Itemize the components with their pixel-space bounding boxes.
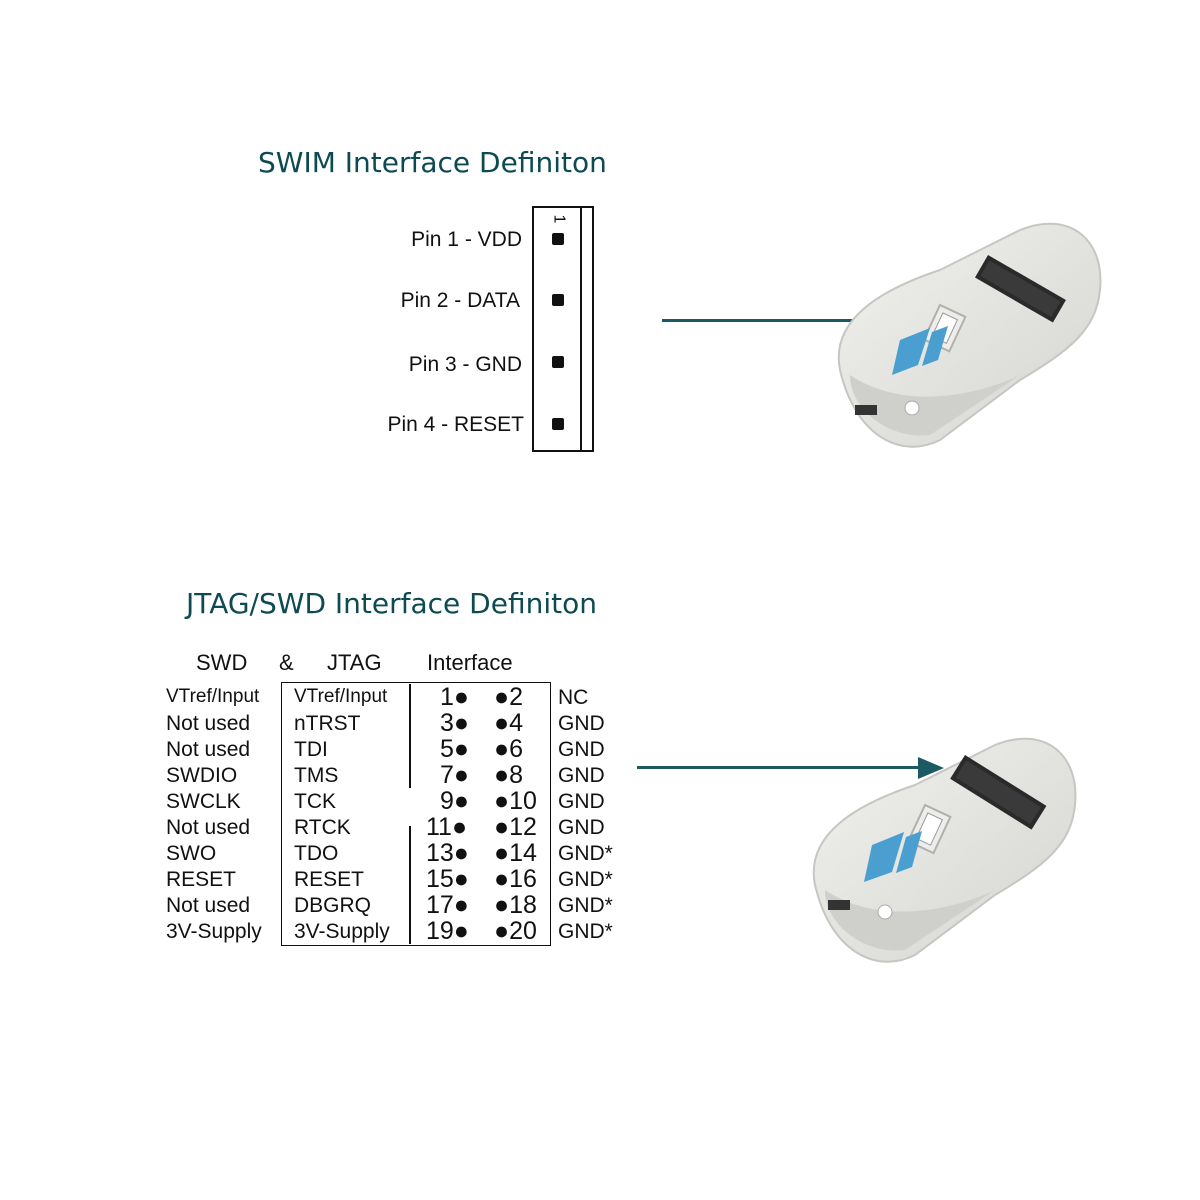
swim-pin-3-dot [552,356,564,368]
pin-left: 19● [426,917,469,945]
pin-left: 5● [440,735,470,763]
swim-pin-1-marker: 1 [550,214,568,224]
swim-pin-2-dot [552,294,564,306]
swim-pin-3-label: Pin 3 - GND [408,353,522,376]
pin-right: ●6 [494,735,524,763]
pin-left: 7● [440,761,470,789]
pin-right: ●18 [494,891,537,919]
swd-function: Not used [166,738,251,761]
pin-left: 17● [426,891,469,919]
swd-function: 3V-Supply [166,920,262,943]
connector-divider-top [409,684,411,788]
swim-pin-1-label: Pin 1 - VDD [411,228,522,251]
signal-label: GND [558,790,605,813]
pin-right: ●12 [494,813,537,841]
swim-section-title: SWIM Interface Definiton [258,146,607,179]
jtag-function: TDO [294,842,339,865]
swim-connector-edge [580,208,582,450]
pin-right: ●4 [494,709,524,737]
header-interface: Interface [427,650,513,675]
jtag-function: RESET [294,868,365,891]
header-ampersand: & [279,650,294,675]
jtag-function: 3V-Supply [294,920,390,943]
signal-label: GND* [558,842,613,865]
pin-right: ●2 [494,683,524,711]
swim-pin-4-dot [552,418,564,430]
stlink-device-image-swim [820,200,1120,470]
swim-pin-1-dot [552,233,564,245]
jtag-function: nTRST [294,712,361,735]
pin-right: ●16 [494,865,537,893]
stlink-device-image-jtag [800,720,1100,990]
swd-function: VTref/Input [166,686,260,707]
header-swd: SWD [196,650,248,675]
connector-divider-bottom [409,826,411,944]
swim-connector [532,206,594,452]
jtag-function: VTref/Input [294,686,388,707]
swd-function: Not used [166,816,251,839]
signal-label: GND* [558,894,613,917]
swim-pin-2-label: Pin 2 - DATA [400,289,520,312]
pin-left: 3● [440,709,470,737]
swd-function: SWDIO [166,764,238,787]
jtag-function: RTCK [294,816,351,839]
jtag-function: DBGRQ [294,894,372,917]
signal-label: GND* [558,920,613,943]
swd-function: Not used [166,894,251,917]
signal-label: NC [558,686,589,709]
pin-left: 11● [426,813,468,841]
signal-label: GND [558,738,605,761]
pin-left: 1● [440,683,470,711]
pin-left: 15● [426,865,469,893]
signal-label: GND* [558,868,613,891]
header-jtag: JTAG [327,650,382,675]
signal-label: GND [558,712,605,735]
jtag-section-title: JTAG/SWD Interface Definiton [186,587,597,620]
pin-left: 9● [440,787,470,815]
swim-pin-4-label: Pin 4 - RESET [387,413,524,436]
jtag-function: TCK [294,790,336,813]
swd-function: SWO [166,842,217,865]
jtag-function: TMS [294,764,339,787]
swd-function: RESET [166,868,237,891]
pin-right: ●8 [494,761,524,789]
signal-label: GND [558,816,605,839]
pin-right: ●20 [494,917,537,945]
pin-right: ●14 [494,839,537,867]
signal-label: GND [558,764,605,787]
swd-function: SWCLK [166,790,241,813]
jtag-function: TDI [294,738,328,761]
swd-function: Not used [166,712,251,735]
pin-left: 13● [426,839,469,867]
pin-right: ●10 [494,787,537,815]
